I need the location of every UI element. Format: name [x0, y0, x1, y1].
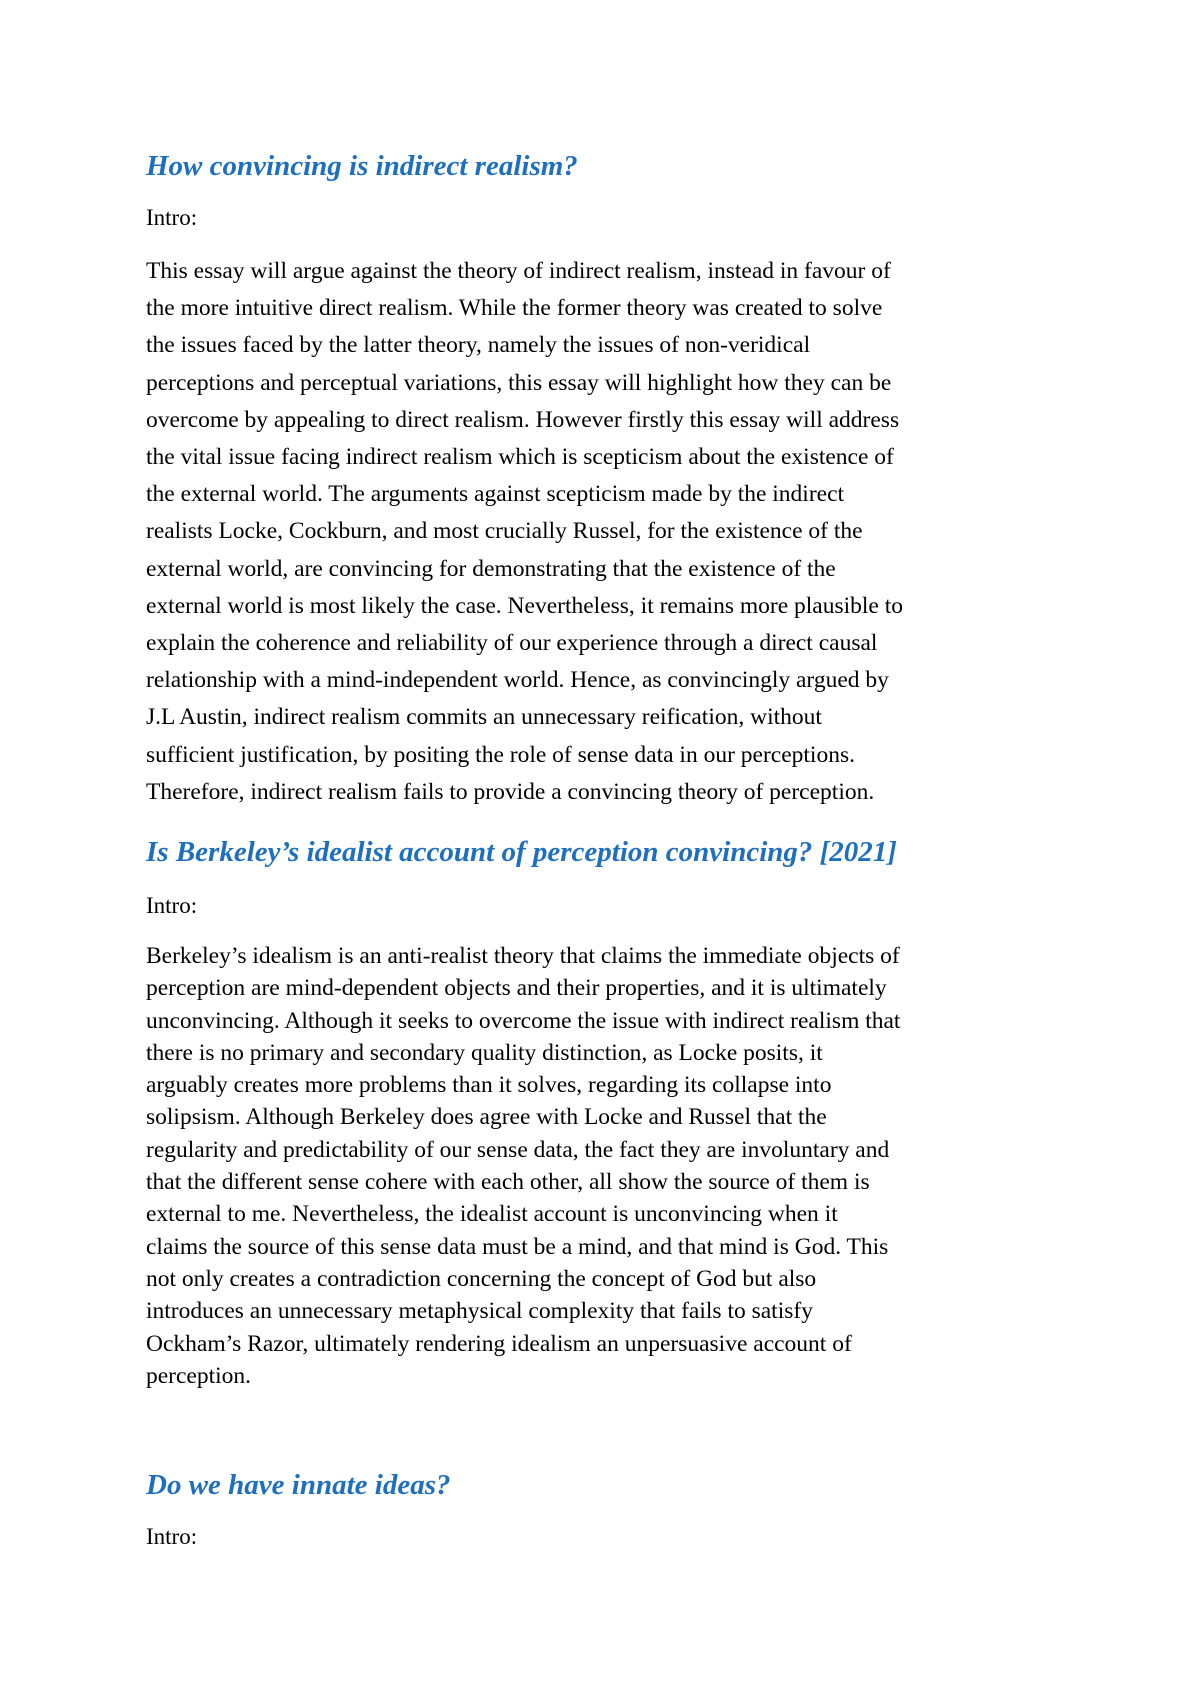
paragraph-line: unconvincing. Although it seeks to overcome the issue with indirect realism that [146, 1007, 901, 1034]
paragraph-line: Therefore, indirect realism fails to provide a convincing theory of perception. [146, 778, 875, 805]
intro-label: Intro: [146, 1524, 198, 1549]
paragraph-line: realists Locke, Cockburn, and most crucially Russel, for the existence of the [146, 518, 863, 545]
paragraph-line: solipsism. Although Berkeley does agree with Locke and Russel that the [146, 1104, 827, 1131]
section-heading-indirect-realism: How convincing is indirect realism? [146, 150, 578, 182]
paragraph-line: the external world. The arguments against scepticism made by the indirect [146, 481, 845, 508]
paragraph-line: explain the coherence and reliability of our experience through a direct causal [146, 630, 878, 657]
intro-label: Intro: [146, 205, 198, 230]
essay-intro-paragraph [146, 253, 1076, 811]
paragraph-line: Ockham’s Razor, ultimately rendering idealism an unpersuasive account of [146, 1330, 852, 1357]
paragraph-line: regularity and predictability of our sense data, the fact they are involuntary and [146, 1136, 890, 1163]
paragraph-line: sufficient justification, by positing the role of sense data in our perceptions. [146, 741, 855, 768]
paragraph-line: external world is most likely the case. Nevertheless, it remains more plausible to [146, 592, 904, 619]
paragraph-line: there is no primary and secondary quality distinction, as Locke posits, it [146, 1039, 823, 1066]
essay-intro-paragraph [146, 940, 1076, 1392]
paragraph-line: Berkeley’s idealism is an anti-realist theory that claims the immediate objects of [146, 943, 900, 969]
paragraph-line: perceptions and perceptual variations, this essay will highlight how they can be [146, 369, 892, 396]
paragraph-line: arguably creates more problems than it solves, regarding its collapse into [146, 1072, 832, 1099]
paragraph-line: J.L Austin, indirect realism commits an unnecessary reification, without [146, 704, 822, 731]
paragraph-line: external world, are convincing for demonstrating that the existence of the [146, 555, 836, 582]
paragraph-line: claims the source of this sense data must be a mind, and that mind is God. This [146, 1233, 889, 1260]
paragraph-line: overcome by appealing to direct realism. However firstly this essay will address [146, 406, 900, 433]
section-heading-innate-ideas: Do we have innate ideas? [146, 1469, 451, 1501]
paragraph-line: external to me. Nevertheless, the idealist account is unconvincing when it [146, 1201, 838, 1228]
section-heading-berkeley-idealism: Is Berkeley’s idealist account of perception convincing? [2021] [146, 836, 897, 868]
paragraph-line: not only creates a contradiction concerning the concept of God but also [146, 1265, 817, 1292]
paragraph-line: the vital issue facing indirect realism which is scepticism about the existence of [146, 444, 894, 471]
paragraph-line: perception. [146, 1362, 252, 1389]
paragraph-line: This essay will argue against the theory of indirect realism, instead in favour of [146, 258, 891, 284]
paragraph-line: perception are mind-dependent objects and their properties, and it is ultimately [146, 975, 887, 1002]
paragraph-line: relationship with a mind-independent world. Hence, as convincingly argued by [146, 667, 889, 694]
paragraph-line: the issues faced by the latter theory, namely the issues of non-veridical [146, 332, 811, 359]
intro-label: Intro: [146, 893, 198, 918]
paragraph-line: that the different sense cohere with each other, all show the source of them is [146, 1169, 870, 1196]
paragraph-line: the more intuitive direct realism. While the former theory was created to solve [146, 295, 883, 322]
paragraph-line: introduces an unnecessary metaphysical complexity that fails to satisfy [146, 1298, 813, 1325]
